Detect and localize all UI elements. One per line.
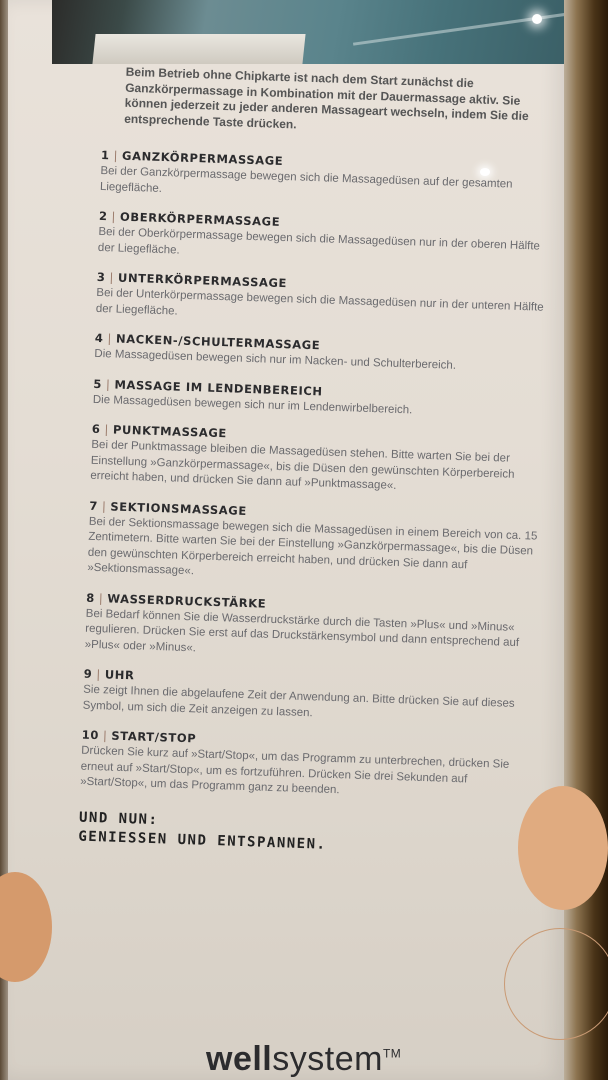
item-separator: | [111,209,117,224]
photo-light-glare [532,14,542,24]
item-number: 2 [98,208,108,224]
list-item [87,498,541,591]
item-separator: | [101,498,107,513]
item-title: SEKTIONSMASSAGE [110,498,248,518]
item-title: OBERKÖRPERMASSAGE [119,209,281,229]
item-number: 10 [81,727,100,743]
massage-list [80,148,553,805]
item-number: 1 [100,147,110,163]
item-title: UHR [104,667,135,683]
list-item [84,590,538,667]
brand-logo [206,1040,401,1079]
item-number: 9 [83,666,93,681]
decor-circle-outline [504,928,608,1040]
header-photo [52,0,564,64]
brand-bold: well [206,1040,273,1078]
list-item [98,209,551,271]
item-description: Die Massagedüsen bewegen sich nur im Lendenwirbelbereich. [92,393,413,416]
instruction-sheet [8,0,564,1080]
item-separator: | [113,148,119,163]
list-item [90,422,544,499]
instruction-content [78,64,556,861]
item-number: 4 [94,330,104,346]
decor-circle-orange-left [0,872,52,982]
list-item [80,728,534,805]
item-title: MASSAGE IM LENDENBEREICH [114,377,323,398]
intro-paragraph: Beim Betrieb ohne Chipkarte ist nach dem Start zunächst die Ganzkörpermassage in Kombination mit der Dauermassage aktiv. Sie können jederzeit zu jeder anderen Massageart wechseln, indem Sie die entsprechende Taste drücken. [123,64,529,131]
item-description: Die Massagedüsen bewegen sich nur im Nacken- und Schulterbereich. [94,347,457,372]
list-item [96,270,549,332]
item-description: Bei der Oberkörpermassage bewegen sich die Massagedüsen nur in der oberen Hälfte der Liegefläche. [97,225,541,257]
item-description: Bei Bedarf können Sie die Wasserdruckstärke durch die Tasten »Plus« und »Minus« regulieren. Drücken Sie erst auf das Druckstärkensymbol und dann entsprechend auf »Plus« oder »Minus«. [84,607,520,654]
item-description: Bei der Sektionsmassage bewegen sich die Massagedüsen in einem Bereich von ca. 15 Zentimetern. Bitte warten Sie bei der Einstellung »Ganzkörpermassage«, bis die Düsen den gewünschten Körperbereich erreicht haben, und drücken Sie dann auf »Sektionsmassage«. [87,515,538,578]
item-number: 7 [89,498,99,513]
item-number: 3 [96,269,106,285]
item-separator: | [107,331,113,346]
list-item [94,331,547,377]
item-number: 6 [91,421,101,437]
item-title: PUNKTMASSAGE [112,422,228,441]
item-description: Drücken Sie kurz auf »Start/Stop«, um das Programm zu unterbrechen, drücken Sie erneut auf »Start/Stop«, um es fortzuführen. Drücken Sie drei Sekunden auf »Start/Stop«, um das Programm ganz zu beenden. [79,744,510,797]
item-title: UNTERKÖRPERMASSAGE [117,270,288,291]
brand-tm: TM [382,1046,402,1061]
item-number: 5 [93,376,103,391]
item-title: NACKEN-/SCHULTERMASSAGE [115,331,321,353]
item-separator: | [102,728,108,743]
item-separator: | [98,590,104,605]
item-separator: | [104,422,110,437]
closing-line-2: GENIESSEN UND ENTSPANNEN. [78,828,327,853]
item-number: 8 [86,590,96,605]
item-description: Bei der Unterkörpermassage bewegen sich die Massagedüsen nur in der unteren Hälfte der Liegefläche. [95,286,544,318]
closing-text [78,808,531,861]
item-separator: | [96,667,102,682]
list-item [100,148,553,210]
brand-rest: system [272,1040,383,1078]
list-item [93,376,546,422]
item-description: Sie zeigt Ihnen die abgelaufene Zeit der Anwendung an. Bitte drücken Sie auf dieses Symbol, um sich die Zeit anzeigen zu lassen. [82,683,515,719]
item-title: GANZKÖRPERMASSAGE [121,148,284,168]
item-title: WASSERDRUCKSTÄRKE [107,590,267,611]
closing-line-1: UND NUN: [78,809,159,828]
item-description: Bei der Ganzkörpermassage bewegen sich die Massagedüsen auf der gesamten Liegefläche. [99,164,513,195]
photo-lounger [92,34,305,64]
item-description: Bei der Punktmassage bleiben die Massagedüsen stehen. Bitte warten Sie bei der Einstellung »Ganzkörpermassage«, bis die Düsen den gewünschten Körperbereich erreicht haben, und drücken Sie dann auf »Punktmassage«. [90,438,515,492]
list-item [82,667,535,729]
item-separator: | [105,376,111,391]
item-separator: | [109,270,115,285]
item-title: START/STOP [111,728,197,746]
